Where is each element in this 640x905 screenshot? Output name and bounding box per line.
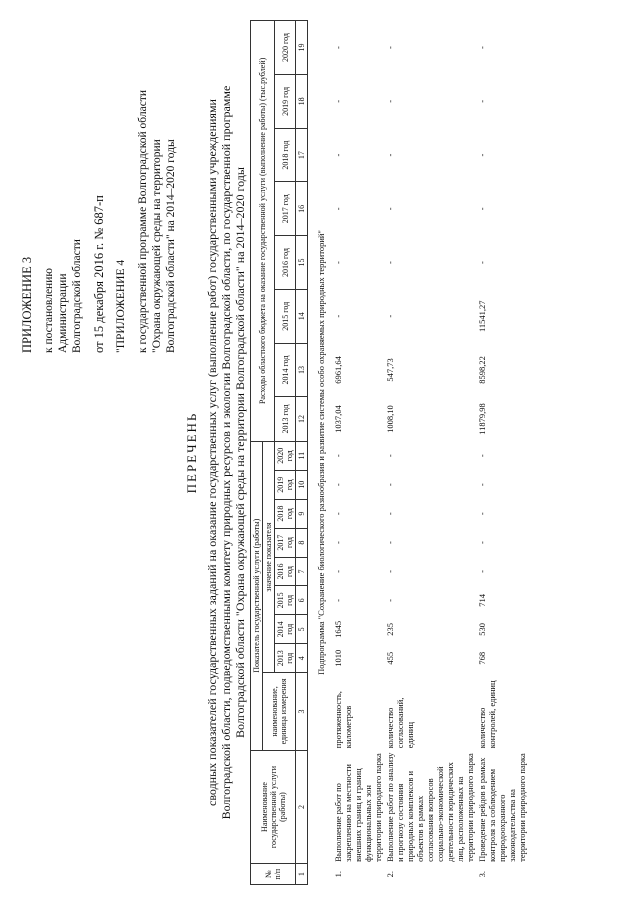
row-unit: протяженность, километров: [333, 691, 353, 749]
col-number: 16: [296, 182, 308, 236]
appendix-4-title: "ПРИЛОЖЕНИЕ 4: [115, 259, 127, 353]
title-line-3: Волгоградской области "Охрана окружающей среды на территории Волгоградской области" на 2014–2020 годы: [233, 167, 247, 738]
col-number: 11: [296, 441, 308, 470]
resolution-line-3: Волгоградской области: [71, 239, 83, 353]
row-expense: -: [477, 99, 487, 103]
header-expenses: Расходы областного бюджета на оказание государственной услуги (выполнение работы) (тыс.рублей): [251, 21, 275, 442]
row-expense: -: [333, 314, 343, 318]
row-value: 530: [477, 622, 487, 636]
year-cell: 2020 год: [275, 21, 296, 75]
header-num: № п/п: [251, 864, 296, 885]
appendix-title: ПРИЛОЖЕНИЕ 3: [20, 256, 34, 353]
row-value: -: [385, 512, 395, 516]
header-value: значение показателя: [263, 441, 275, 672]
title-line-1: сводных показателей государственных заданий на оказание государственных услуг (выполнение работ) государственными учреждениями: [205, 99, 219, 806]
row-value: -: [333, 541, 343, 544]
year-cell: 2017 год: [275, 182, 296, 236]
row-expense: -: [477, 261, 487, 264]
row-value: 235: [385, 622, 395, 636]
row-expense: 8598,22: [477, 356, 487, 384]
year-cell: 2016 год: [275, 236, 296, 290]
row-expense: -: [333, 46, 343, 49]
row-expense: 11541,27: [477, 300, 487, 333]
subprogram-title: Подпрограмма "Сохранение биологического разнообразия и развитие системы особо охраняемых природных территорий": [316, 230, 326, 675]
col-number: 7: [296, 557, 308, 586]
row-expense: 547,73: [385, 358, 395, 382]
col-number: 3: [296, 673, 308, 750]
row-value: -: [333, 512, 343, 516]
row-value: -: [385, 598, 395, 602]
row-expense: -: [385, 99, 395, 103]
row-expense: -: [477, 46, 487, 49]
year-cell: 2018 год: [275, 128, 296, 182]
col-number: 5: [296, 615, 308, 644]
row-value: -: [333, 598, 343, 602]
row-value: -: [385, 541, 395, 544]
row-value: -: [385, 454, 395, 458]
col-number: 9: [296, 499, 308, 528]
header-row-1: [251, 21, 263, 885]
header-indicator: Показатель государственной услуги (работы): [251, 441, 263, 750]
col-number: 17: [296, 128, 308, 182]
year-cell: 2019 год: [275, 75, 296, 129]
services-table: [250, 20, 528, 885]
header-unit: наименование, единица измерения: [263, 673, 296, 750]
row-expense: -: [385, 261, 395, 264]
col-number: 6: [296, 586, 308, 615]
row-expense: 6961,64: [333, 356, 343, 384]
year-cell: 2015 год: [275, 586, 296, 615]
row-value: -: [477, 541, 487, 544]
row-expense: -: [477, 153, 487, 157]
row-value: -: [333, 454, 343, 458]
program-line-3: Волгоградской области" на 2014–2020 годы: [165, 139, 177, 353]
col-number: 19: [296, 21, 308, 75]
year-cell: 2015 год: [275, 289, 296, 343]
row-expense: 1037,04: [333, 405, 343, 433]
row-value: -: [477, 570, 487, 573]
row-expense: -: [333, 261, 343, 264]
title-main: ПЕРЕЧЕНЬ: [184, 411, 199, 494]
row-value: 714: [477, 594, 487, 607]
row-expense: -: [385, 153, 395, 157]
row-value: 1010: [333, 649, 343, 667]
col-number: 12: [296, 397, 308, 441]
row-value: 455: [385, 651, 395, 665]
col-number: 10: [296, 470, 308, 499]
program-line-2: "Охрана окружающей среды на территории: [151, 139, 163, 353]
resolution-date: от 15 декабря 2016 г. № 687-п: [92, 195, 106, 353]
table-row: [384, 21, 476, 885]
resolution-line-1: к постановлению: [43, 268, 55, 353]
row-unit: количество контролей, единиц: [477, 680, 497, 749]
year-cell: 2018 год: [275, 499, 296, 528]
row-expense: 1008,10: [385, 405, 395, 433]
col-number: 15: [296, 236, 308, 290]
table-row: [476, 21, 528, 885]
year-cell: 2016 год: [275, 557, 296, 586]
resolution-line-2: Администрации: [57, 273, 69, 353]
program-line-1: к государственной программе Волгоградской области: [137, 90, 149, 353]
column-numbers-row: [296, 21, 308, 885]
col-number: 2: [296, 750, 308, 864]
row-expense: -: [333, 99, 343, 103]
header-name: Наименование государственной услуги (работы): [251, 750, 296, 864]
row-value: 768: [477, 651, 487, 665]
year-cell: 2014 год: [275, 343, 296, 397]
row-service-name: Выполнение работ по анализу и прогнозу состояния природных комплексов и объектов в рамках согласования вопросов социально-экономической деятельности юридических лиц, расположенных на территории природного парка: [385, 752, 475, 862]
document-title: [185, 20, 247, 885]
year-cell: 2014 год: [275, 615, 296, 644]
row-expense: -: [385, 207, 395, 211]
row-service-name: Проведение рейдов в рамках контроля за соблюдением природоохранного законодательства на территории природного парка: [477, 753, 527, 862]
col-number: 13: [296, 343, 308, 397]
row-value: -: [333, 483, 343, 487]
row-num: 2.: [385, 870, 395, 878]
row-expense: -: [333, 207, 343, 211]
year-cell: 2013 год: [275, 644, 296, 673]
year-cell: 2019 год: [275, 470, 296, 499]
row-value: -: [477, 454, 487, 458]
col-number: 8: [296, 528, 308, 557]
col-number: 18: [296, 75, 308, 129]
table-row: [332, 21, 384, 885]
row-expense: -: [385, 314, 395, 318]
row-num: 3.: [477, 870, 487, 878]
row-value: -: [333, 570, 343, 573]
resolution-header: [20, 23, 178, 353]
row-expense: -: [477, 207, 487, 211]
row-value: -: [385, 483, 395, 487]
year-cell: 2013 год: [275, 397, 296, 441]
row-unit: количество согласований, единиц: [385, 697, 415, 749]
row-num: 1.: [333, 870, 343, 878]
col-number: 1: [296, 864, 308, 885]
col-number: 4: [296, 644, 308, 673]
year-cell: 2017 год: [275, 528, 296, 557]
row-value: 1645: [333, 620, 343, 638]
row-service-name: Выполнение работ по закреплению на местности внешних границ и границ функциональных зон территории природного парка: [333, 753, 383, 862]
row-value: -: [477, 483, 487, 487]
row-expense: 11879,98: [477, 403, 487, 435]
title-line-2: Волгоградской области, подведомственными комитету природных ресурсов и экологии Волгоградской области, по государственной программе: [219, 85, 233, 820]
year-cell: 2020 год: [275, 441, 296, 470]
col-number: 14: [296, 289, 308, 343]
row-value: -: [385, 570, 395, 573]
row-value: -: [477, 512, 487, 516]
subprogram-row: [308, 21, 333, 885]
row-expense: -: [333, 153, 343, 157]
row-expense: -: [385, 46, 395, 49]
